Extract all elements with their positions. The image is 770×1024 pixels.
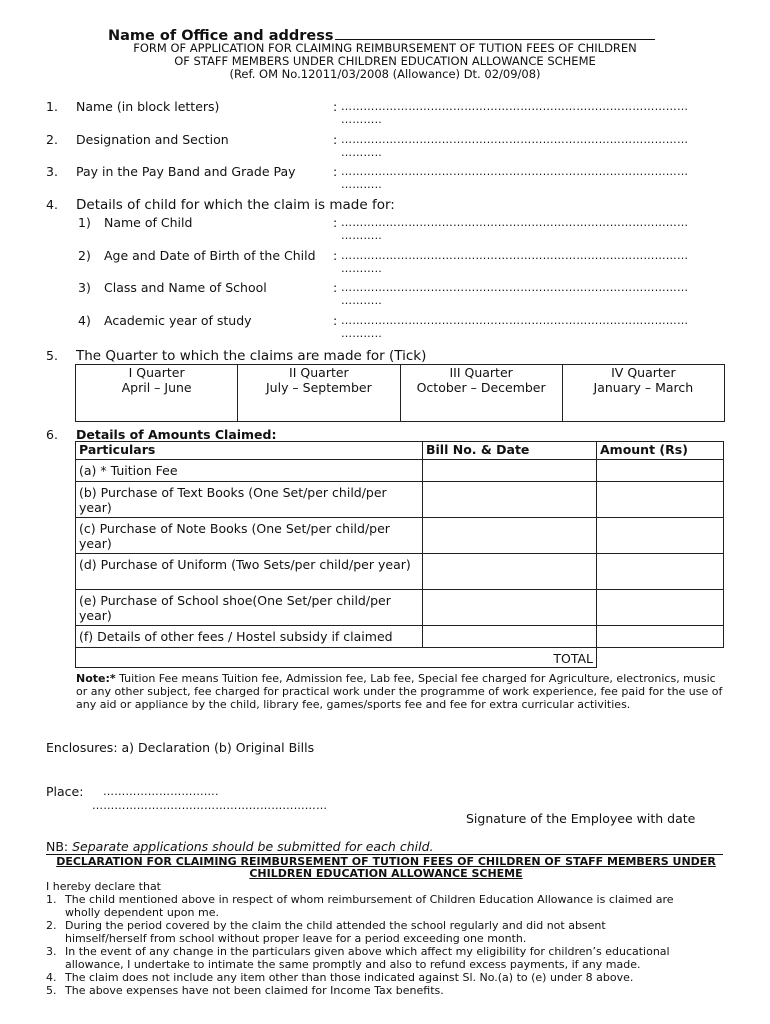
field-dots-continued[interactable]: ……….. — [341, 113, 382, 126]
field-dots-continued[interactable]: ……….. — [341, 178, 382, 191]
field-colon: : — [333, 280, 338, 295]
field-colon: : — [333, 99, 338, 114]
decl-item-line: himself/herself from school without proper leave for a period exceeding one month. — [65, 932, 527, 945]
field-colon: : — [333, 313, 338, 328]
form-title-line-1: FORM OF APPLICATION FOR CLAIMING REIMBURSEMENT OF TUTION FEES OF CHILDREN — [133, 41, 637, 55]
quarter-months: January – March — [593, 380, 694, 395]
field-dots-continued[interactable]: ……….. — [341, 294, 382, 307]
particular-cell: (f) Details of other fees / Hostel subsidy if claimed — [76, 626, 423, 648]
decl-item-line: The above expenses have not been claimed for Income Tax benefits. — [65, 984, 444, 997]
amount-cell[interactable] — [597, 460, 724, 482]
note-label: Note:* — [76, 672, 116, 685]
table-row — [76, 518, 724, 554]
field-label: Pay in the Pay Band and Grade Pay — [76, 164, 296, 179]
office-address-line — [335, 27, 655, 40]
field-colon: : — [333, 248, 338, 263]
quarter-cell-4[interactable] — [562, 365, 724, 422]
sub-number: 3) — [78, 280, 91, 295]
sub-label: Academic year of study — [104, 313, 252, 328]
quarter-name: I Quarter — [128, 365, 185, 380]
nb-note — [46, 839, 433, 854]
amounts-section-title: Details of Amounts Claimed: — [76, 427, 277, 442]
bill-cell[interactable] — [423, 554, 597, 590]
header-amount: Amount (Rs) — [597, 442, 724, 460]
total-row — [76, 648, 724, 668]
field-colon: : — [333, 215, 338, 230]
sub-number: 2) — [78, 248, 91, 263]
table-row — [76, 460, 724, 482]
bill-cell[interactable] — [423, 590, 597, 626]
field-number: 2. — [46, 132, 58, 147]
field-dots-continued[interactable]: ……….. — [341, 146, 382, 159]
quarter-cell-3[interactable] — [400, 365, 562, 422]
section-number: 4. — [46, 197, 58, 212]
decl-item-line: The child mentioned above in respect of whom reimbursement of Children Education Allowance is claimed are — [65, 893, 674, 906]
particular-cell: (e) Purchase of School shoe(One Set/per child/per year) — [76, 590, 423, 626]
declaration-title: DECLARATION FOR CLAIMING REIMBURSEMENT OF TUTION FEES OF CHILDREN OF STAFF MEMBERS UNDER CHILDREN EDUCATION ALLOWANCE SCHEME — [56, 855, 716, 880]
bill-cell[interactable] — [423, 482, 597, 518]
table-row — [76, 626, 724, 648]
particular-cell: (c) Purchase of Note Books (One Set/per child/per year) — [76, 518, 423, 554]
amount-cell[interactable] — [597, 518, 724, 554]
nb-label: NB: — [46, 839, 73, 854]
field-colon: : — [333, 132, 338, 147]
bill-cell[interactable] — [423, 518, 597, 554]
note-text: Tuition Fee means Tuition fee, Admission fee, Lab fee, Special fee charged for Agriculture, electronics, music or any other subject, fee charged for practical work under the programme of work experience, fee paid for the use of any aid or appliance by the child, library fee, games/sports fee and fee for extra curricular activities. — [76, 672, 723, 711]
total-label: TOTAL — [76, 648, 597, 668]
sub-label: Name of Child — [104, 215, 193, 230]
sub-number: 1) — [78, 215, 91, 230]
field-label: Name (in block letters) — [76, 99, 220, 114]
decl-item-line: wholly dependent upon me. — [65, 906, 219, 919]
quarter-months: October – December — [416, 380, 546, 395]
header-bill-no: Bill No. & Date — [423, 442, 597, 460]
field-colon: : — [333, 164, 338, 179]
section-number: 6. — [46, 427, 58, 442]
amount-cell[interactable] — [597, 554, 724, 590]
amount-cell[interactable] — [597, 626, 724, 648]
particular-cell: (b) Purchase of Text Books (One Set/per child/per year) — [76, 482, 423, 518]
table-row — [76, 590, 724, 626]
child-section-title: Details of child for which the claim is made for: — [76, 197, 395, 213]
quarter-name: II Quarter — [289, 365, 349, 380]
quarter-cell-1[interactable] — [76, 365, 238, 422]
decl-item-line: In the event of any change in the particulars given above which affect my eligibility for children’s educational — [65, 945, 670, 958]
enclosures: Enclosures: a) Declaration (b) Original Bills — [46, 740, 315, 755]
decl-item-number: 1. — [46, 893, 57, 906]
declaration-intro: I hereby declare that — [46, 880, 161, 893]
field-dots[interactable]: ………………………………………………………………………………… — [341, 216, 689, 229]
quarter-name: IV Quarter — [611, 365, 676, 380]
particular-cell: (d) Purchase of Uniform (Two Sets/per child/per year) — [76, 554, 423, 590]
place-label: Place: — [46, 784, 84, 799]
table-row — [76, 482, 724, 518]
form-title-line-2: OF STAFF MEMBERS UNDER CHILDREN EDUCATION ALLOWANCE SCHEME — [174, 54, 596, 68]
nb-text: Separate applications should be submitted for each child. — [72, 839, 434, 854]
amount-cell[interactable] — [597, 590, 724, 626]
field-label: Designation and Section — [76, 132, 229, 147]
amounts-table — [75, 441, 724, 668]
sub-number: 4) — [78, 313, 91, 328]
place-dots[interactable]: …………………………. — [103, 785, 219, 798]
quarter-section-title: The Quarter to which the claims are made for (Tick) — [76, 348, 427, 364]
bill-cell[interactable] — [423, 460, 597, 482]
amount-cell[interactable] — [597, 482, 724, 518]
section-number: 5. — [46, 348, 58, 363]
field-dots-continued[interactable]: ……….. — [341, 229, 382, 242]
decl-item-line: allowance, I undertake to intimate the same promptly and also to refund excess payments, if any made. — [65, 958, 641, 971]
header-particulars: Particulars — [76, 442, 423, 460]
decl-item-number: 2. — [46, 919, 57, 932]
office-title-text: Name of Office and address — [108, 28, 334, 44]
decl-item-number: 3. — [46, 945, 57, 958]
quarter-cell-2[interactable] — [238, 365, 400, 422]
total-amount-cell[interactable] — [597, 648, 724, 668]
form-title-reference: (Ref. OM No.12011/03/2008 (Allowance) Dt. 02/09/08) — [229, 67, 541, 81]
bill-cell[interactable] — [423, 626, 597, 648]
signature-label: Signature of the Employee with date — [466, 811, 696, 826]
quarter-months: July – September — [265, 380, 372, 395]
field-dots-continued[interactable]: ……….. — [341, 262, 382, 275]
tuition-fee-note — [76, 672, 726, 711]
sub-label: Age and Date of Birth of the Child — [104, 248, 316, 263]
table-row — [76, 554, 724, 590]
place-dots-continued[interactable]: ……………………………………………………… — [92, 799, 328, 812]
field-dots[interactable]: ………………………………………………………………………………… — [341, 314, 689, 327]
field-dots[interactable]: ………………………………………………………………………………… — [341, 165, 689, 178]
field-number: 3. — [46, 164, 58, 179]
field-dots[interactable]: ………………………………………………………………………………… — [341, 100, 689, 113]
quarter-name: III Quarter — [449, 365, 513, 380]
field-dots[interactable]: ………………………………………………………………………………… — [341, 249, 689, 262]
quarter-months: April – June — [121, 380, 192, 395]
decl-item-line: The claim does not include any item other than those indicated against Sl. No.(a) to (e) under 8 above. — [65, 971, 634, 984]
particular-cell: (a) * Tuition Fee — [76, 460, 423, 482]
field-dots[interactable]: ………………………………………………………………………………… — [341, 281, 689, 294]
field-dots[interactable]: ………………………………………………………………………………… — [341, 133, 689, 146]
field-number: 1. — [46, 99, 58, 114]
sub-label: Class and Name of School — [104, 280, 267, 295]
decl-item-number: 5. — [46, 984, 57, 997]
quarter-table — [75, 364, 725, 422]
decl-item-line: During the period covered by the claim the child attended the school regularly and did not absent — [65, 919, 606, 932]
field-dots-continued[interactable]: ……….. — [341, 327, 382, 340]
decl-item-number: 4. — [46, 971, 57, 984]
